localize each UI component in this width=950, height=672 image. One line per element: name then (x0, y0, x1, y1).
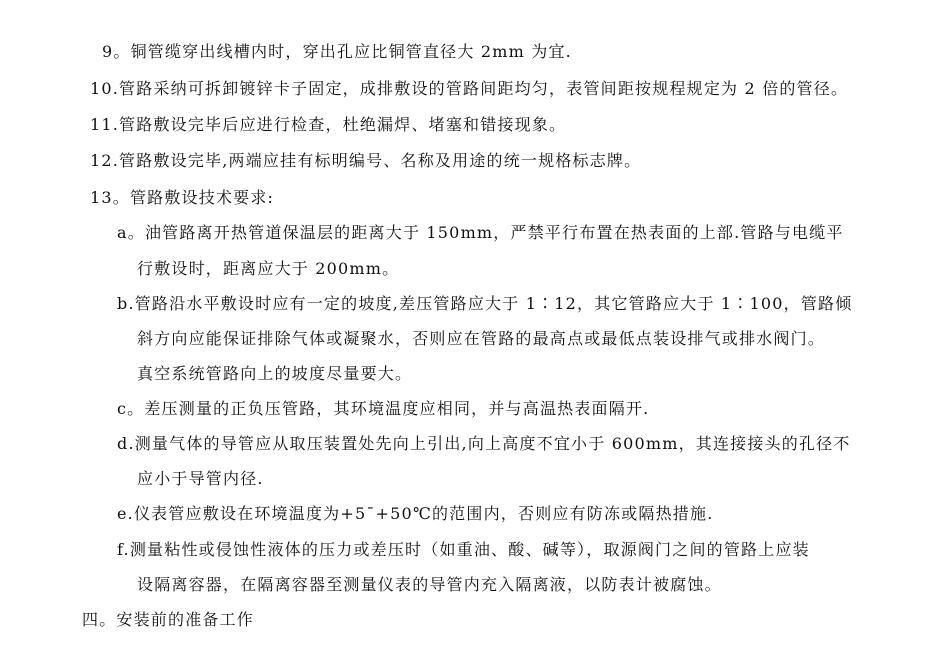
subitem-a-line-1: a。油管路离开热管道保温层的距离大于 150mm，严禁平行布置在热表面的上部.管路与电缆平 (117, 223, 844, 242)
subitem-f-line-1: f.测量粘性或侵蚀性液体的压力或差压时（如重油、酸、碱等），取源阀门之间的管路上应装 (117, 540, 810, 559)
item-10-text: 10.管路采纳可拆卸镀锌卡子固定，成排敷设的管路间距均匀，表管间距按规程规定为 2 倍的管径。 (90, 79, 849, 98)
subitem-b-line-3: 真空系统管路向上的坡度尽量要大。 (137, 364, 413, 383)
subitem-f-line-2: 设隔离容器，在隔离容器至测量仪表的导管内充入隔离液，以防表计被腐蚀。 (137, 575, 722, 594)
subitem-b-line-1: b.管路沿水平敷设时应有一定的坡度,差压管路应大于 1∶12，其它管路应大于 1∶100，管路倾 (117, 294, 853, 313)
subitem-a-line-2: 行敷设时，距离应大于 200mm。 (137, 259, 400, 278)
subitem-d-line-1: d.测量气体的导管应从取压装置处先向上引出,向上高度不宜小于 600mm，其连接接头的孔径不 (117, 434, 851, 453)
subitem-e-line-1: e.仪表管应敷设在环境温度为+5¯+50℃的范围内，否则应有防冻或隔热措施. (117, 504, 714, 523)
item-9-text: 9。铜管缆穿出线槽内时，穿出孔应比铜管直径大 2mm 为宜. (102, 42, 572, 61)
item-12-text: 12.管路敷设完毕,两端应挂有标明编号、名称及用途的统一规格标志牌。 (90, 151, 642, 170)
subitem-c-line-1: c。差压测量的正负压管路，其环境温度应相同，并与高温热表面隔开. (117, 399, 650, 418)
section-4-heading: 四。安装前的准备工作 (82, 610, 255, 629)
subitem-b-line-2: 斜方向应能保证排除气体或凝聚水，否则应在管路的最高点或最低点装设排气或排水阀门。 (137, 329, 826, 348)
item-11-text: 11.管路敷设完毕后应进行检查，杜绝漏焊、堵塞和错接现象。 (90, 115, 567, 134)
item-13-heading: 13。管路敷设技术要求: (90, 188, 275, 207)
subitem-d-line-2: 应小于导管内径. (137, 469, 264, 488)
